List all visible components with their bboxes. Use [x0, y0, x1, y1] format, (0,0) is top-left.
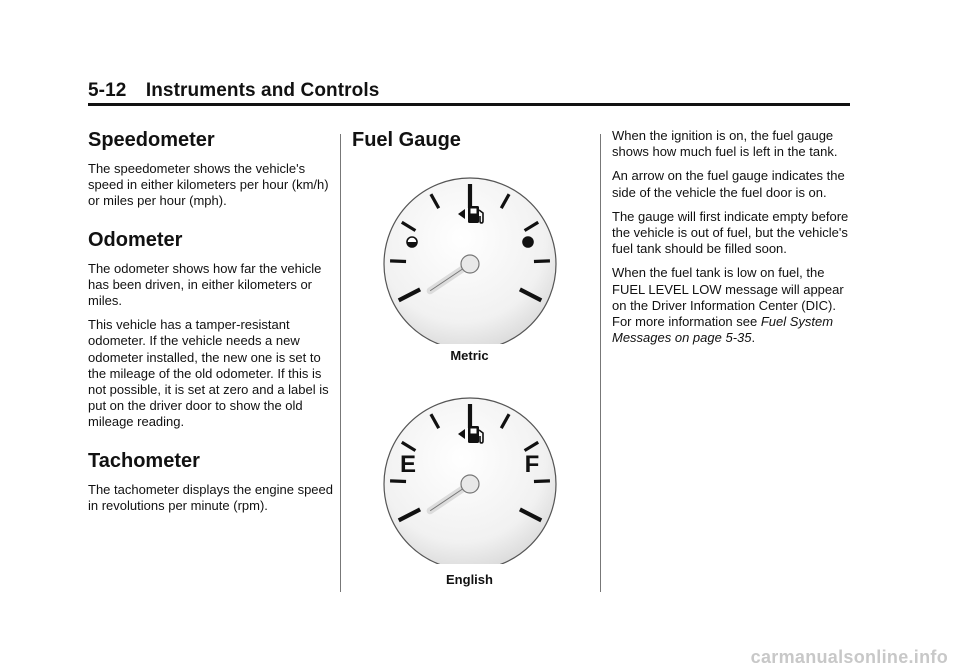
odometer-section	[88, 228, 333, 431]
right-column	[612, 128, 856, 354]
metric-fuel-gauge	[380, 164, 560, 344]
fuel-text-4	[612, 265, 856, 346]
english-gauge-figure	[352, 384, 587, 588]
fuel-text-1: When the ignition is on, the fuel gauge shows how much fuel is left in the tank.	[612, 128, 838, 160]
column-divider-right	[600, 134, 601, 592]
left-column	[88, 128, 333, 532]
pump-window	[470, 209, 476, 214]
speedometer-section	[88, 128, 333, 210]
full-label: F	[524, 451, 539, 478]
middle-column	[352, 128, 587, 587]
speedometer-heading: Speedometer	[88, 129, 215, 151]
tachometer-section	[88, 449, 333, 514]
full-symbol	[523, 237, 533, 247]
gauge-hub	[461, 255, 479, 273]
header-rule	[88, 103, 850, 106]
tachometer-heading: Tachometer	[88, 449, 200, 472]
tachometer-text: The tachometer displays the engine speed in revolutions per minute (rpm).	[88, 481, 333, 513]
fuel-system-messages-link[interactable]: Fuel System Messages on page 5-35	[612, 314, 834, 346]
metric-caption: Metric	[450, 348, 489, 363]
odometer-heading: Odometer	[88, 228, 183, 251]
english-fuel-gauge	[380, 384, 560, 564]
empty-label: E	[399, 451, 416, 478]
speedometer-text: The speedometer shows the vehicle's speed in either kilometers per hour (km/h) or miles per hour (mph).	[88, 161, 329, 209]
fuel-gauge-heading: Fuel Gauge	[352, 129, 461, 151]
column-divider-left	[340, 134, 341, 592]
fuel-text-3: The gauge will first indicate empty before the vehicle is out of fuel, but the vehicle's fuel tank should be filled soon.	[612, 208, 849, 257]
watermark: carmanualsonline.info	[750, 647, 948, 667]
metric-gauge-figure	[352, 164, 587, 364]
gauge-hub	[461, 475, 479, 493]
fuel-text-4-end: .	[751, 330, 756, 346]
section-title: Instruments and Controls	[145, 80, 380, 101]
page-header	[88, 80, 379, 102]
fuel-text-2: An arrow on the fuel gauge indicates the side of the vehicle the fuel door is on.	[612, 168, 845, 200]
odometer-text-2: This vehicle has a tamper-resistant odometer. If the vehicle needs a new odometer installed, the new one is set to the mileage of the old odometer. If this is not possible, it is set at zero and a label is put on the driver door to show the old mileage reading.	[88, 317, 329, 430]
odometer-text-1: The odometer shows how far the vehicle has been driven, in either kilometers or miles.	[88, 260, 322, 309]
gauge-tick	[390, 261, 406, 262]
pump-window	[470, 429, 476, 434]
gauge-tick	[390, 481, 406, 482]
fuel-text-4-body: When the fuel tank is low on fuel, the FUEL LEVEL LOW message will appear on the Driver Information Center (DIC). For more information see	[612, 265, 844, 330]
english-caption: English	[446, 572, 493, 587]
gauge-tick	[533, 261, 549, 262]
gauge-tick	[533, 481, 549, 482]
page-number: 5-12	[88, 80, 127, 101]
